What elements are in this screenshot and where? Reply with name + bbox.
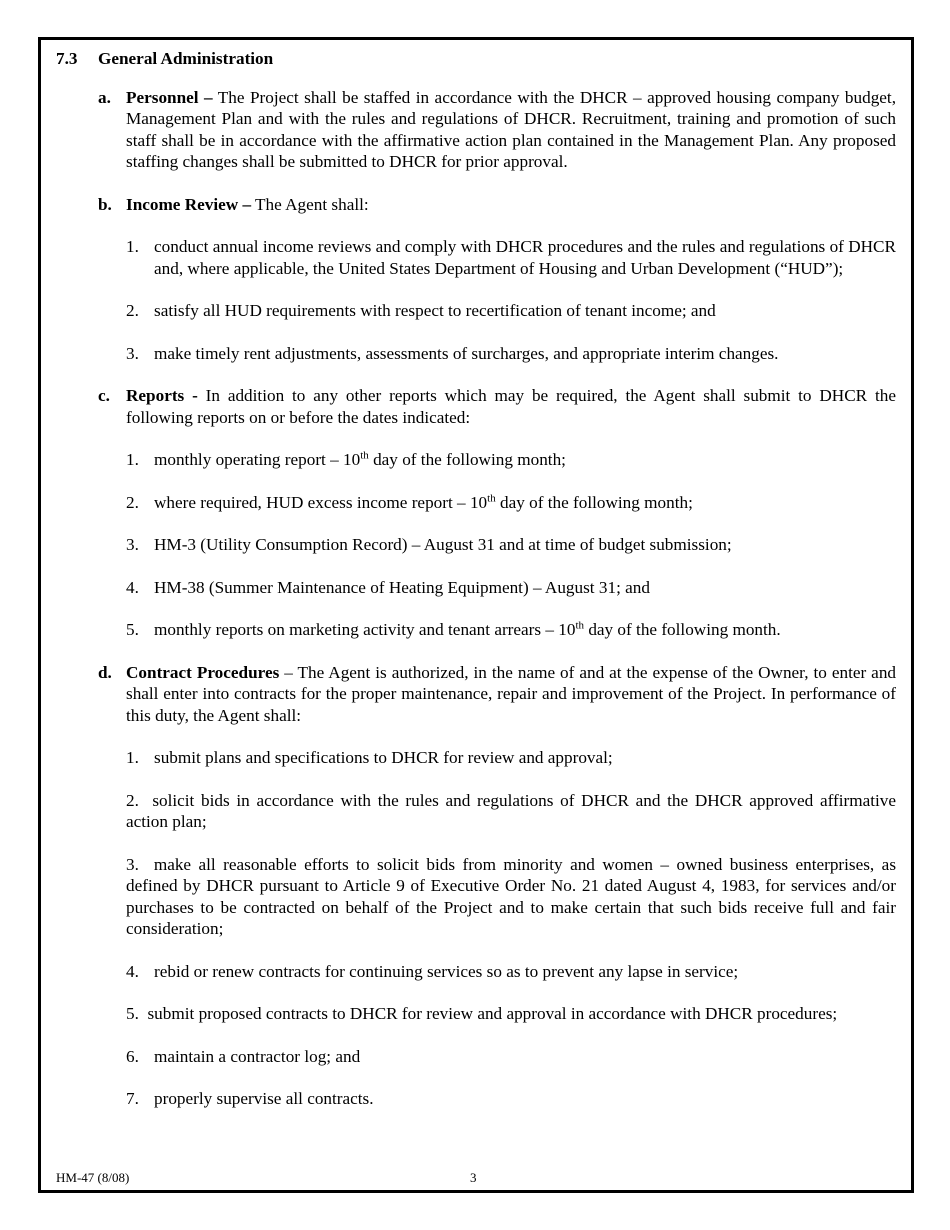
item-text: In addition to any other reports which may be required, the Agent shall submit to DHCR the following reports on or before the dates indicated:: [126, 386, 896, 427]
list-number: 2.: [126, 492, 139, 512]
item-b-income-review: [98, 194, 896, 216]
list-item: [126, 747, 896, 769]
item-label: b.: [98, 194, 112, 214]
list-text: day of the following month;: [368, 450, 566, 469]
list-number: 6.: [126, 1046, 139, 1066]
list-item: [126, 343, 896, 365]
item-heading: Reports -: [126, 386, 198, 405]
item-a-personnel: [98, 87, 896, 173]
item-label: d.: [98, 662, 112, 682]
section-heading: [56, 48, 896, 70]
list-text: solicit bids in accordance with the rules and regulations of DHCR and the DHCR approved affirmative action plan;: [126, 790, 896, 831]
superscript: th: [575, 619, 585, 632]
list-number: 4.: [126, 961, 139, 981]
list-number: 2.: [126, 790, 139, 810]
list-text: make all reasonable efforts to solicit bids from minority and women – owned business enterprises, as defined by DHCR pursuant to Article 9 of Executive Order No. 21 dated August 4, 1983, for services and/or purchases to be contracted on behalf of the Project and to make certain that such bids receive full and fair consideration;: [126, 854, 897, 938]
list-number: 7.: [126, 1089, 139, 1108]
item-text: The Project shall be staffed in accordance with the DHCR – approved housing company budget, Management Plan and with the rules and regulations of DHCR. Recruitment, training and promotion of such staff shall be in accordance with the affirmative action plan contained in the Management Plan. Any proposed staffing changes shall be submitted to DHCR for prior approval.: [126, 87, 896, 171]
list-text: day of the following month.: [584, 620, 781, 639]
list-number: 3.: [126, 343, 139, 363]
list-text: monthly reports on marketing activity and tenant arrears – 10: [154, 620, 576, 639]
list-item: [126, 577, 896, 599]
item-label: c.: [98, 386, 110, 405]
list-text: day of the following month;: [495, 492, 693, 512]
item-heading: Contract Procedures: [126, 662, 280, 682]
superscript: th: [360, 449, 369, 462]
list-number: 5.: [126, 620, 139, 639]
list-item: [126, 492, 896, 514]
list-item: [126, 961, 896, 983]
item-text: – The Agent is authorized, in the name of and at the expense of the Owner, to enter and shall enter into contracts for the proper maintenance, repair and improvement of the Project. In performance of this duty, the Agent shall:: [126, 662, 897, 725]
list-text: satisfy all HUD requirements with respect to recertification of tenant income; and: [154, 301, 716, 320]
list-text: submit plans and specifications to DHCR for review and approval;: [154, 748, 613, 767]
item-text: The Agent shall:: [251, 194, 369, 214]
list-text: make timely rent adjustments, assessments of surcharges, and appropriate interim changes.: [154, 343, 779, 363]
list-text: properly supervise all contracts.: [154, 1089, 374, 1108]
list-item: [126, 1003, 896, 1025]
list-number: 3.: [126, 854, 139, 874]
list-text: monthly operating report – 10: [154, 450, 361, 469]
list-item: [126, 854, 896, 940]
list-item: [126, 619, 896, 641]
list-text: maintain a contractor log; and: [154, 1046, 361, 1066]
item-d-contract-procedures: [98, 662, 896, 727]
list-text: HM-38 (Summer Maintenance of Heating Equipment) – August 31; and: [154, 577, 650, 597]
list-number: 1.: [126, 450, 139, 469]
item-c-reports: [98, 385, 896, 428]
list-item: [126, 236, 896, 279]
list-text: submit proposed contracts to DHCR for review and approval in accordance with DHCR procedures;: [147, 1004, 838, 1023]
section-title: General Administration: [98, 49, 274, 68]
list-number: 2.: [126, 301, 139, 320]
list-text: HM-3 (Utility Consumption Record) – August 31 and at time of budget submission;: [154, 535, 732, 554]
document-body: [56, 48, 896, 1110]
list-item: [126, 449, 896, 471]
list-text: rebid or renew contracts for continuing services so as to prevent any lapse in service;: [154, 961, 739, 981]
item-heading: Personnel –: [126, 87, 213, 107]
list-number: 1.: [126, 748, 139, 767]
list-number: 1.: [126, 237, 139, 256]
list-number: 3.: [126, 535, 139, 554]
page-number: 3: [470, 1170, 477, 1185]
list-item: [126, 790, 896, 833]
item-heading: Income Review –: [126, 194, 252, 214]
list-item: [126, 534, 896, 556]
list-text: where required, HUD excess income report – 10: [154, 492, 488, 512]
form-number: HM-47 (8/08): [56, 1170, 130, 1185]
section-number: 7.3: [56, 49, 78, 68]
list-item: [126, 300, 896, 322]
list-item: [126, 1046, 896, 1068]
list-number: 5.: [126, 1004, 139, 1023]
item-label: a.: [98, 87, 111, 107]
list-item: [126, 1088, 896, 1110]
list-text: conduct annual income reviews and comply with DHCR procedures and the rules and regulations of DHCR and, where applicable, the United States Department of Housing and Urban Development (“HUD”);: [154, 237, 896, 278]
superscript: th: [487, 491, 496, 504]
list-number: 4.: [126, 577, 139, 597]
